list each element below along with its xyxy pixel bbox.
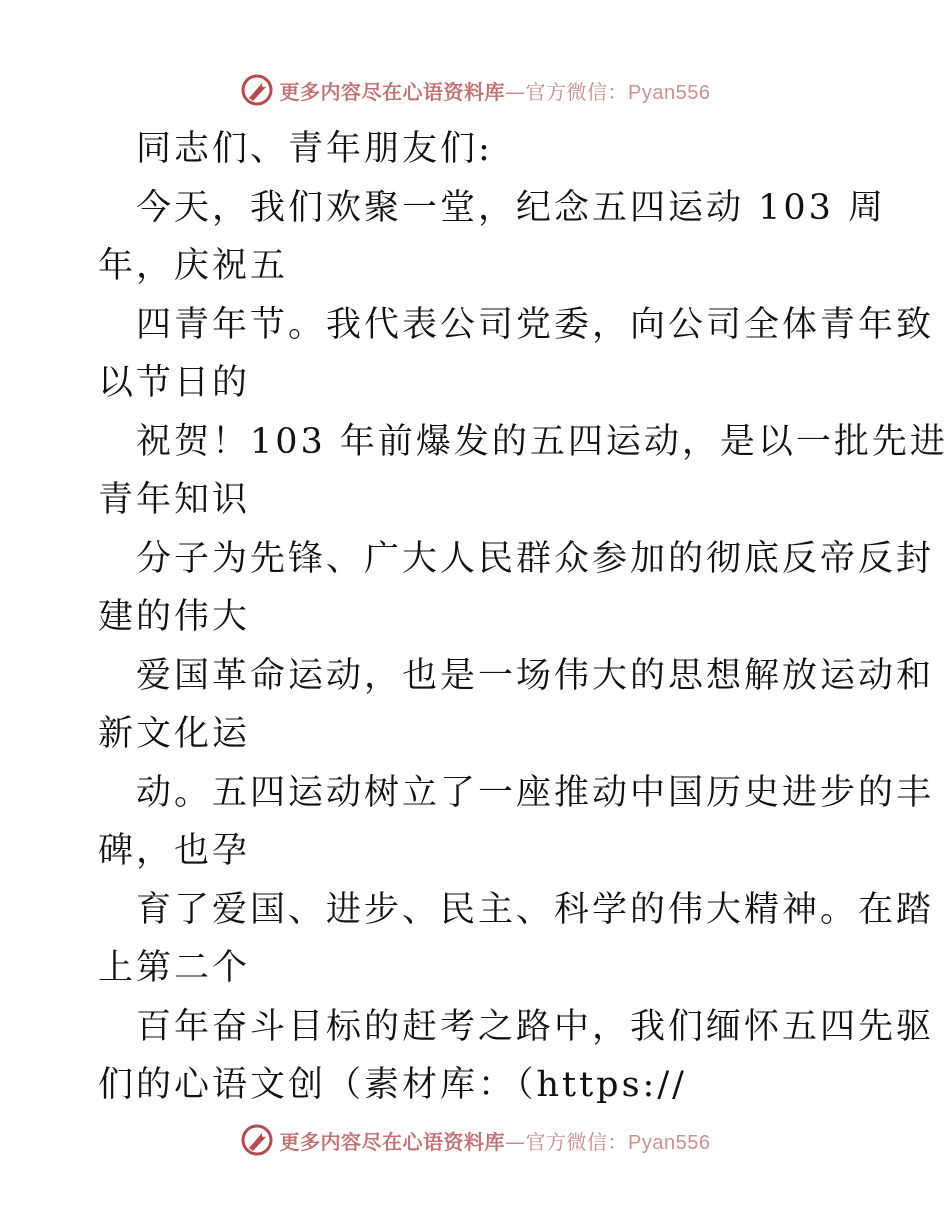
text-line: 上第二个 [98,948,251,988]
header-contact-label: 官方微信： [525,79,629,104]
document-body [98,120,948,1115]
text-line: 祝贺！103 年前爆发的五四运动，是以一批先进 [136,421,948,462]
text-line: 年，庆祝五 [98,246,289,286]
text-line: 今天，我们欢聚一堂，纪念五四运动 103 周 [136,187,887,228]
footer-watermark [0,1120,950,1160]
text-line: 育了爱国、进步、民主、科学的伟大精神。在踏 [136,889,935,930]
header-contact-handle: Pyan556 [628,81,711,104]
text-line: 爱国革命运动，也是一场伟大的思想解放运动和 [136,655,935,696]
pen-logo-icon [240,1123,274,1157]
footer-contact-label: 官方微信： [525,1129,629,1154]
pen-logo-icon [240,73,274,107]
header-brand-text: 更多内容尽在心语资料库 [279,79,506,104]
text-line: 百年奋斗目标的赶考之路中，我们缅怀五四先驱 [136,1006,935,1047]
text-line: 分子为先锋、广大人民群众参加的彻底反帝反封 [136,538,935,579]
text-line: 建的伟大 [98,597,251,637]
header-separator: — [505,79,526,104]
text-line: 新文化运 [98,714,251,754]
text-line: 碑，也孕 [98,831,251,871]
footer-separator: — [505,1129,526,1154]
footer-contact-handle: Pyan556 [628,1131,711,1154]
footer-brand-text: 更多内容尽在心语资料库 [279,1129,506,1154]
text-line: 青年知识 [98,480,251,520]
text-line: 们的心语文创（素材库：（https:// [98,1065,687,1105]
header-watermark [0,70,950,110]
text-line: 四青年节。我代表公司党委，向公司全体青年致 [136,304,935,345]
text-line: 以节日的 [98,363,251,403]
text-line: 动。五四运动树立了一座推动中国历史进步的丰 [136,772,935,813]
text-line: 同志们、青年朋友们: [136,129,493,169]
